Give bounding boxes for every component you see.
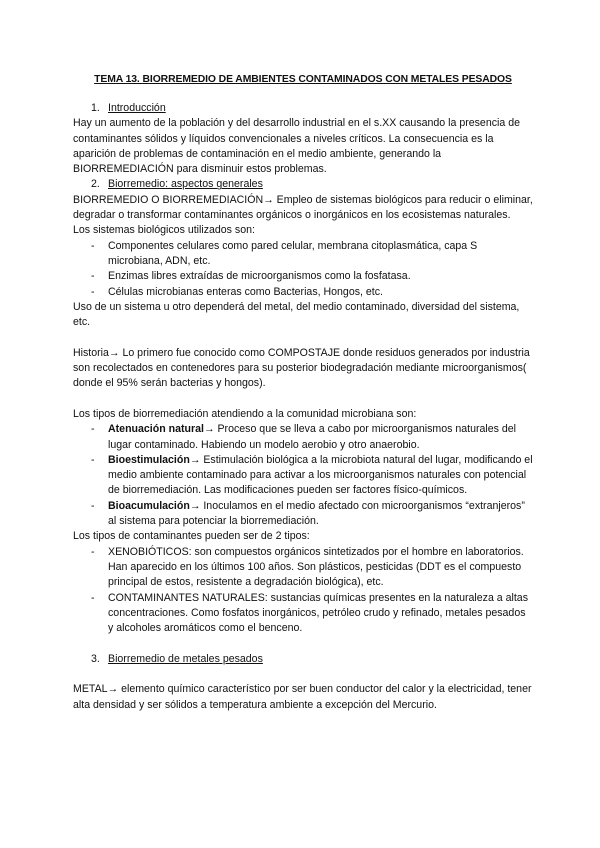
list-item-text: CONTAMINANTES NATURALES: sustancias químicas presentes en la naturaleza a altas concentraciones. Como fosfatos inorgánicos, petróleo crudo y refinado, metales pesados y alcoholes aromáticos como el benceno. <box>108 591 528 635</box>
list-item-text: XENOBIÓTICOS: son compuestos orgánicos sintetizados por el hombre en laboratorios. Han aparecido en los últimos 100 años. Son plásticos, pesticidas (DDT es el compuesto principal de estos, resistente a degradación biológica), etc. <box>108 545 524 589</box>
contaminants-list <box>73 545 533 637</box>
list-item <box>73 239 533 270</box>
type-text: → Proceso que se lleva a cabo por microorganismos naturales del lugar contaminado. Habiendo un modelo aerobio y otro anaerobio. <box>108 423 517 451</box>
types-list <box>73 422 533 529</box>
systems-note: Uso de un sistema u otro dependerá del metal, del medio contaminado, diversidad del sistema, etc. <box>73 300 520 329</box>
list-dash: - <box>91 453 95 466</box>
intro-paragraph: Hay un aumento de la población y del desarrollo industrial en el s.XX causando la presencia de contaminantes sólidos y líquidos convencionales a niveles críticos. La consecuencia es la aparición de problemas de contaminación en el medio ambiente, generando la BIORREMEDIACIÓN para disminuir estos problemas. <box>73 117 520 176</box>
type-term: Atenuación natural <box>108 423 204 436</box>
list-item <box>73 269 533 284</box>
list-dash: - <box>91 591 95 604</box>
list-dash: - <box>91 239 95 252</box>
section-number: 2. <box>91 178 100 191</box>
spacer <box>73 392 533 407</box>
type-term: Bioacumulación <box>108 499 190 512</box>
list-item-text: Componentes celulares como pared celular, membrana citoplasmática, capa S microbiana, ADN, etc. <box>108 239 478 267</box>
type-text: → Estimulación biológica a la microbiota natural del lugar, modificando el medio ambiente contaminado para activar a los microorganismos naturales con potencial de biorremediación. Las modificaciones pueden ser factores físico-químicos. <box>108 453 533 497</box>
list-item <box>73 545 533 591</box>
section-heading-3 <box>73 652 533 667</box>
spacer <box>73 636 533 651</box>
list-item <box>73 591 533 637</box>
list-dash: - <box>91 499 95 512</box>
list-item-text: Enzimas libres extraídas de microorganismos como la fosfatasa. <box>108 270 411 283</box>
section-label: Introducción <box>108 102 166 114</box>
history-paragraph: Historia→ Lo primero fue conocido como COMPOSTAJE donde residuos generados por industria son recolectados en contenedores para su posterior biodegradación mediante microorganismos( donde el 95% serán bacterias y hongos). <box>73 346 530 390</box>
section-label: Biorremedio: aspectos generales <box>108 178 263 191</box>
section-heading-1 <box>73 101 533 116</box>
list-dash: - <box>91 285 95 298</box>
spacer <box>73 667 533 682</box>
type-text: → Inoculamos en el medio afectado con microorganismos “extranjeros” al sistema para potenciar la biorremediación. <box>108 499 525 528</box>
metal-paragraph: METAL→ elemento químico característico por ser buen conductor del calor y la electricidad, tener alta densidad y ser sólidos a temperatura ambiente a excepción del Mercurio. <box>73 683 532 711</box>
spacer <box>73 330 533 345</box>
types-intro: Los tipos de biorremediación atendiendo a la comunidad microbiana son: <box>73 407 417 420</box>
section-heading-2 <box>73 177 533 192</box>
list-item <box>73 422 533 453</box>
contaminants-intro: Los tipos de contaminantes pueden ser de 2 tipos: <box>73 530 310 543</box>
section-number: 1. <box>91 102 100 114</box>
type-term: Bioestimulación <box>108 453 190 466</box>
definition-paragraph: BIORREMEDIO O BIORREMEDIACIÓN→ Empleo de sistemas biológicos para reducir o eliminar, degradar o transformar contaminantes orgánicos o inorgánicos en los ecosistemas naturales. <box>73 193 533 222</box>
document-body <box>73 101 533 713</box>
list-dash: - <box>91 423 95 436</box>
list-item-text: Células microbianas enteras como Bacterias, Hongos, etc. <box>108 285 383 298</box>
list-dash: - <box>91 545 95 558</box>
list-item <box>73 285 533 300</box>
list-dash: - <box>91 270 95 283</box>
systems-list <box>73 239 533 300</box>
section-label: Biorremedio de metales pesados <box>108 652 263 665</box>
systems-intro: Los sistemas biológicos utilizados son: <box>73 224 255 237</box>
section-number: 3. <box>91 652 100 665</box>
page-title: TEMA 13. BIORREMEDIO DE AMBIENTES CONTAMINADOS CON METALES PESADOS <box>94 74 512 85</box>
list-item <box>73 499 533 530</box>
list-item <box>73 453 533 499</box>
